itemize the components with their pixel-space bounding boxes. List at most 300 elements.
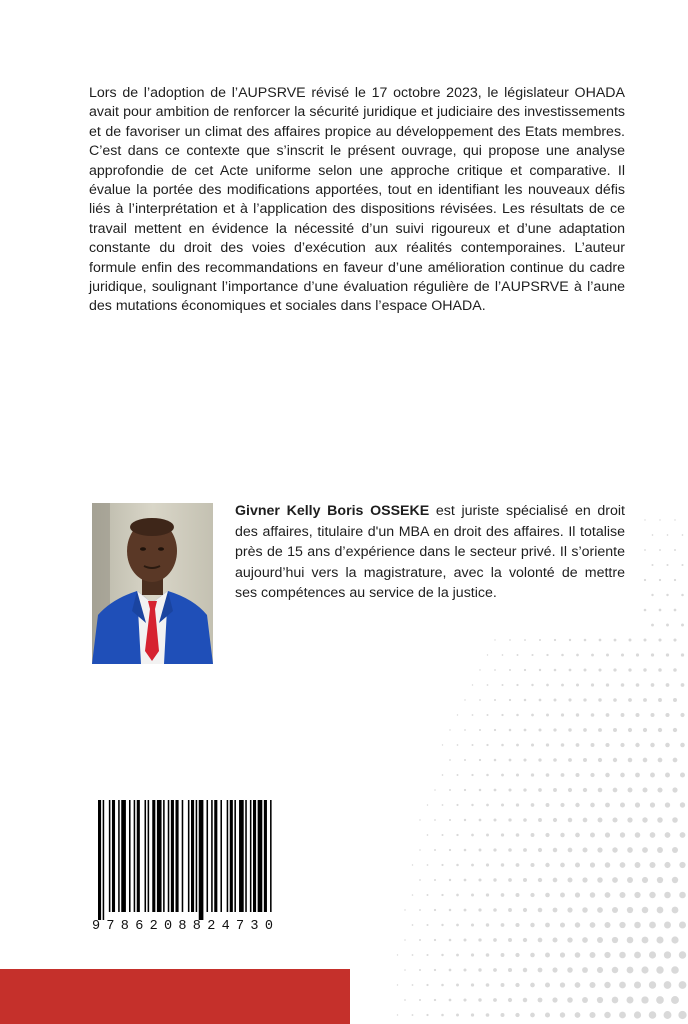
halftone-dot bbox=[606, 654, 609, 657]
halftone-dot bbox=[441, 954, 443, 956]
halftone-dot bbox=[516, 684, 518, 686]
halftone-dot bbox=[515, 953, 519, 957]
halftone-dot bbox=[419, 939, 421, 941]
halftone-dot bbox=[665, 832, 671, 838]
halftone-dot bbox=[674, 579, 676, 581]
halftone-dot bbox=[642, 847, 648, 853]
halftone-dot bbox=[636, 713, 640, 717]
halftone-dot bbox=[479, 729, 481, 731]
halftone-dot bbox=[590, 803, 595, 808]
halftone-dot bbox=[598, 728, 602, 732]
halftone-dot bbox=[502, 684, 504, 686]
halftone-dot bbox=[561, 773, 565, 777]
halftone-dot bbox=[634, 981, 641, 988]
halftone-dot bbox=[494, 729, 496, 731]
halftone-dot bbox=[487, 684, 489, 686]
halftone-dot bbox=[464, 939, 467, 942]
halftone-dot bbox=[634, 892, 640, 898]
halftone-dot bbox=[560, 982, 565, 987]
halftone-dot bbox=[531, 714, 534, 717]
halftone-dot bbox=[589, 1012, 595, 1018]
halftone-dot bbox=[561, 713, 564, 716]
halftone-dot bbox=[679, 892, 686, 899]
barcode-bar bbox=[118, 800, 120, 912]
halftone-dot bbox=[583, 698, 586, 701]
halftone-dot bbox=[493, 908, 497, 912]
halftone-dot bbox=[516, 714, 519, 717]
halftone-dot bbox=[442, 774, 444, 776]
halftone-dot bbox=[524, 669, 526, 671]
isbn-barcode bbox=[90, 792, 316, 940]
halftone-dot bbox=[674, 549, 676, 551]
halftone-dot bbox=[538, 968, 543, 973]
halftone-dot bbox=[471, 953, 474, 956]
halftone-dot bbox=[464, 729, 466, 731]
halftone-dot bbox=[538, 998, 543, 1003]
halftone-dot bbox=[620, 743, 624, 747]
halftone-dot bbox=[486, 983, 490, 987]
halftone-dot bbox=[471, 834, 474, 837]
halftone-dot bbox=[426, 984, 428, 986]
halftone-dot bbox=[546, 743, 549, 746]
halftone-dot bbox=[628, 698, 632, 702]
halftone-dot bbox=[508, 818, 511, 821]
halftone-dot bbox=[449, 999, 452, 1002]
halftone-dot bbox=[434, 999, 436, 1001]
barcode-bar bbox=[191, 800, 194, 912]
halftone-dot bbox=[412, 954, 414, 956]
halftone-dot bbox=[597, 877, 603, 883]
halftone-dot bbox=[508, 848, 512, 852]
halftone-dot bbox=[486, 1013, 490, 1017]
halftone-dot bbox=[554, 699, 557, 702]
halftone-dot bbox=[456, 834, 458, 836]
halftone-dot bbox=[642, 937, 649, 944]
halftone-dot bbox=[583, 728, 587, 732]
halftone-dot bbox=[635, 802, 640, 807]
barcode-bar bbox=[137, 800, 140, 912]
halftone-dot bbox=[681, 624, 684, 627]
halftone-dot bbox=[501, 774, 504, 777]
halftone-dot bbox=[642, 817, 647, 822]
halftone-dot bbox=[404, 939, 406, 941]
author-portrait-icon bbox=[92, 503, 213, 664]
halftone-dot bbox=[619, 922, 625, 928]
halftone-dot bbox=[604, 982, 610, 988]
halftone-dot bbox=[478, 908, 481, 911]
halftone-dot bbox=[575, 833, 580, 838]
halftone-dot bbox=[441, 894, 443, 896]
halftone-dot bbox=[463, 968, 466, 971]
halftone-dot bbox=[545, 953, 550, 958]
halftone-dot bbox=[620, 773, 625, 778]
halftone-dot bbox=[666, 683, 670, 687]
halftone-dot bbox=[659, 549, 661, 551]
halftone-dot bbox=[479, 759, 481, 761]
halftone-dot bbox=[516, 863, 520, 867]
halftone-dot bbox=[642, 877, 648, 883]
halftone-dot bbox=[538, 938, 543, 943]
halftone-dot bbox=[667, 534, 669, 536]
author-bio-text: est juriste spécialisé en droit des affaires, titulaire d'un MBA en droit des affaires. Il totalise près de 15 ans d’expérience dans le secteur privé. Il s’oriente aujourd’hui vers la magistrature, avec la volonté de mettre ses compétences au service de la justice. bbox=[235, 503, 625, 601]
halftone-dot bbox=[636, 653, 639, 656]
halftone-dot bbox=[531, 743, 534, 746]
barcode-bar bbox=[134, 800, 136, 912]
halftone-dot bbox=[471, 1013, 474, 1016]
halftone-dot bbox=[681, 683, 685, 687]
halftone-dot bbox=[552, 997, 557, 1002]
halftone-dot bbox=[672, 847, 678, 853]
halftone-dot bbox=[627, 877, 633, 883]
halftone-dot bbox=[629, 639, 632, 642]
halftone-dot bbox=[575, 892, 580, 897]
halftone-dot bbox=[501, 714, 503, 716]
halftone-dot bbox=[471, 804, 473, 806]
halftone-dot bbox=[419, 999, 421, 1001]
halftone-dot bbox=[590, 892, 596, 898]
halftone-dot bbox=[644, 549, 646, 551]
halftone-dot bbox=[657, 877, 663, 883]
halftone-dot bbox=[530, 953, 535, 958]
barcode-bar bbox=[182, 800, 184, 912]
halftone-dot bbox=[501, 833, 504, 836]
halftone-dot bbox=[538, 728, 541, 731]
halftone-dot bbox=[515, 983, 519, 987]
halftone-dot bbox=[545, 893, 550, 898]
halftone-dot bbox=[494, 639, 495, 640]
halftone-dot bbox=[671, 966, 679, 974]
halftone-dot bbox=[606, 713, 610, 717]
halftone-dot bbox=[441, 864, 443, 866]
halftone-dot bbox=[613, 668, 616, 671]
halftone-dot bbox=[560, 833, 564, 837]
halftone-dot bbox=[664, 892, 671, 899]
halftone-dot bbox=[682, 534, 684, 536]
halftone-dot bbox=[486, 714, 488, 716]
halftone-dot bbox=[419, 969, 421, 971]
halftone-dot bbox=[509, 699, 511, 701]
halftone-dot bbox=[658, 638, 661, 641]
halftone-dot bbox=[659, 609, 662, 612]
halftone-dot bbox=[464, 909, 467, 912]
halftone-dot bbox=[641, 966, 648, 973]
halftone-dot bbox=[598, 668, 601, 671]
halftone-dot bbox=[508, 938, 512, 942]
halftone-dot bbox=[502, 654, 504, 656]
halftone-dot bbox=[449, 849, 451, 851]
halftone-dot bbox=[666, 624, 669, 627]
halftone-dot bbox=[634, 1011, 641, 1018]
halftone-dot bbox=[680, 743, 685, 748]
halftone-dot bbox=[552, 967, 557, 972]
halftone-dot bbox=[441, 1014, 444, 1017]
halftone-dot bbox=[650, 773, 655, 778]
halftone-dot bbox=[605, 773, 609, 777]
halftone-dot bbox=[434, 789, 436, 791]
halftone-dot bbox=[643, 638, 646, 641]
halftone-dot bbox=[672, 817, 678, 823]
halftone-dot bbox=[442, 744, 443, 745]
halftone-dot bbox=[666, 653, 669, 656]
halftone-dot bbox=[591, 713, 595, 717]
halftone-dot bbox=[597, 967, 603, 973]
halftone-dot bbox=[441, 924, 443, 926]
halftone-dot bbox=[575, 803, 579, 807]
halftone-dot bbox=[619, 892, 625, 898]
halftone-dot bbox=[604, 922, 610, 928]
halftone-dot bbox=[441, 984, 444, 987]
barcode-bar bbox=[227, 800, 229, 912]
halftone-dot bbox=[434, 819, 436, 821]
barcode-bar bbox=[148, 800, 150, 912]
halftone-dot bbox=[597, 847, 602, 852]
halftone-dot bbox=[664, 1011, 672, 1019]
halftone-dot bbox=[583, 848, 588, 853]
halftone-dot bbox=[590, 833, 595, 838]
halftone-dot bbox=[627, 937, 634, 944]
halftone-dot bbox=[656, 936, 663, 943]
halftone-dot bbox=[538, 878, 542, 882]
halftone-dot bbox=[553, 848, 557, 852]
halftone-dot bbox=[673, 638, 676, 641]
halftone-dot bbox=[464, 879, 467, 882]
halftone-dot bbox=[479, 819, 482, 822]
halftone-dot bbox=[516, 773, 519, 776]
halftone-dot bbox=[553, 878, 558, 883]
halftone-dot bbox=[658, 698, 662, 702]
halftone-dot bbox=[434, 909, 436, 911]
halftone-dot bbox=[530, 893, 534, 897]
halftone-dot bbox=[635, 832, 641, 838]
halftone-dot bbox=[635, 773, 640, 778]
halftone-dot bbox=[531, 773, 534, 776]
accent-footer-bar bbox=[0, 969, 350, 1024]
halftone-dot bbox=[576, 743, 580, 747]
halftone-dot bbox=[658, 728, 662, 732]
halftone-dot bbox=[664, 981, 672, 989]
halftone-dot bbox=[590, 773, 594, 777]
barcode-bar bbox=[239, 800, 244, 912]
halftone-dot bbox=[644, 579, 646, 581]
halftone-dot bbox=[427, 834, 429, 836]
halftone-dot bbox=[523, 818, 527, 822]
halftone-dot bbox=[501, 1013, 505, 1017]
halftone-dot bbox=[545, 923, 550, 928]
halftone-dot bbox=[657, 847, 663, 853]
halftone-dot bbox=[644, 519, 645, 520]
halftone-dot bbox=[545, 982, 550, 987]
halftone-dot bbox=[597, 937, 603, 943]
halftone-dot bbox=[612, 847, 617, 852]
halftone-dot bbox=[493, 998, 497, 1002]
barcode-bar bbox=[264, 800, 267, 912]
barcode-bar bbox=[211, 800, 213, 912]
halftone-dot bbox=[539, 669, 541, 671]
halftone-dot bbox=[494, 669, 496, 671]
halftone-dot bbox=[530, 983, 535, 988]
halftone-dot bbox=[680, 773, 685, 778]
barcode-bar bbox=[129, 800, 131, 912]
halftone-dot bbox=[672, 907, 679, 914]
halftone-dot bbox=[449, 939, 452, 942]
halftone-dot bbox=[568, 698, 571, 701]
halftone-dot bbox=[591, 683, 594, 686]
halftone-dot bbox=[523, 848, 527, 852]
halftone-dot bbox=[681, 564, 683, 566]
halftone-dot bbox=[584, 669, 587, 672]
halftone-dot bbox=[681, 653, 684, 656]
halftone-dot bbox=[605, 892, 611, 898]
halftone-dot bbox=[591, 743, 595, 747]
halftone-dot bbox=[598, 698, 601, 701]
halftone-dot bbox=[538, 908, 543, 913]
halftone-dot bbox=[501, 744, 504, 747]
halftone-dot bbox=[649, 981, 656, 988]
barcode-bar bbox=[98, 800, 101, 920]
halftone-dot bbox=[478, 968, 481, 971]
halftone-dot bbox=[568, 728, 571, 731]
halftone-dot bbox=[472, 684, 473, 685]
halftone-dot bbox=[679, 951, 686, 958]
barcode-bar bbox=[145, 800, 147, 912]
halftone-dot bbox=[584, 639, 587, 642]
halftone-dot bbox=[449, 969, 452, 972]
halftone-dot bbox=[397, 954, 398, 955]
halftone-dot bbox=[582, 907, 588, 913]
halftone-dot bbox=[569, 669, 572, 672]
halftone-dot bbox=[479, 849, 482, 852]
halftone-dot bbox=[515, 1013, 519, 1017]
halftone-dot bbox=[679, 981, 687, 989]
halftone-dot bbox=[531, 654, 533, 656]
halftone-dot bbox=[598, 788, 603, 793]
halftone-dot bbox=[619, 1012, 626, 1019]
halftone-dot bbox=[679, 921, 686, 928]
halftone-dot bbox=[456, 864, 459, 867]
halftone-dot bbox=[665, 773, 670, 778]
halftone-dot bbox=[494, 699, 496, 701]
halftone-dot bbox=[680, 802, 685, 807]
halftone-dot bbox=[567, 967, 573, 973]
halftone-dot bbox=[553, 788, 557, 792]
halftone-dot bbox=[666, 564, 668, 566]
halftone-dot bbox=[627, 997, 634, 1004]
halftone-dot bbox=[464, 819, 466, 821]
halftone-dot bbox=[553, 758, 557, 762]
barcode-bar bbox=[207, 800, 209, 912]
halftone-dot bbox=[456, 984, 459, 987]
halftone-dot bbox=[456, 1014, 459, 1017]
halftone-dot bbox=[404, 909, 405, 910]
halftone-dot bbox=[657, 787, 662, 792]
halftone-dot bbox=[486, 893, 489, 896]
halftone-dot bbox=[509, 669, 511, 671]
halftone-dot bbox=[680, 713, 684, 717]
halftone-dot bbox=[582, 967, 588, 973]
barcode-bar bbox=[121, 800, 126, 912]
halftone-dot bbox=[546, 684, 549, 687]
halftone-dot bbox=[523, 998, 528, 1003]
halftone-dot bbox=[678, 1011, 686, 1019]
halftone-dot bbox=[442, 834, 444, 836]
barcode-bars bbox=[90, 792, 316, 922]
halftone-dot bbox=[671, 996, 679, 1004]
halftone-dot bbox=[672, 787, 677, 792]
halftone-dot bbox=[620, 862, 626, 868]
halftone-dot bbox=[575, 773, 579, 777]
barcode-bar bbox=[230, 800, 233, 912]
author-name: Givner Kelly Boris OSSEKE bbox=[235, 503, 430, 519]
halftone-dot bbox=[509, 729, 512, 732]
halftone-dot bbox=[597, 997, 603, 1003]
halftone-dot bbox=[486, 923, 489, 926]
halftone-dot bbox=[426, 924, 428, 926]
halftone-dot bbox=[656, 966, 663, 973]
halftone-dot bbox=[486, 804, 489, 807]
barcode-bar bbox=[270, 800, 272, 912]
halftone-dot bbox=[658, 758, 663, 763]
halftone-dot bbox=[472, 744, 474, 746]
halftone-dot bbox=[680, 832, 686, 838]
halftone-dot bbox=[457, 774, 459, 776]
halftone-dot bbox=[554, 639, 556, 641]
halftone-dot bbox=[627, 817, 632, 822]
halftone-dot bbox=[501, 803, 504, 806]
halftone-dot bbox=[457, 714, 458, 715]
halftone-dot bbox=[464, 789, 466, 791]
halftone-dot bbox=[575, 982, 581, 988]
halftone-dot bbox=[613, 788, 618, 793]
halftone-dot bbox=[523, 758, 526, 761]
halftone-dot bbox=[582, 937, 588, 943]
halftone-dot bbox=[449, 819, 451, 821]
halftone-dot bbox=[508, 998, 512, 1002]
halftone-dot bbox=[493, 848, 496, 851]
halftone-dot bbox=[486, 834, 489, 837]
halftone-dot bbox=[404, 999, 406, 1001]
halftone-dot bbox=[493, 878, 496, 881]
barcode-bar bbox=[199, 800, 204, 920]
halftone-dot bbox=[486, 744, 488, 746]
halftone-dot bbox=[568, 878, 573, 883]
halftone-dot bbox=[464, 849, 467, 852]
halftone-dot bbox=[501, 893, 505, 897]
halftone-dot bbox=[636, 683, 640, 687]
halftone-dot bbox=[627, 967, 634, 974]
halftone-dot bbox=[575, 863, 580, 868]
halftone-dot bbox=[650, 802, 655, 807]
halftone-dot bbox=[649, 922, 656, 929]
halftone-dot bbox=[449, 879, 451, 881]
halftone-dot bbox=[681, 594, 684, 597]
halftone-dot bbox=[412, 894, 414, 896]
halftone-dot bbox=[568, 848, 573, 853]
halftone-dot bbox=[575, 952, 581, 958]
halftone-dot bbox=[472, 714, 474, 716]
halftone-dot bbox=[591, 654, 594, 657]
halftone-dot bbox=[673, 698, 677, 702]
halftone-dot bbox=[546, 773, 550, 777]
halftone-dot bbox=[560, 922, 565, 927]
halftone-dot bbox=[553, 728, 556, 731]
halftone-dot bbox=[561, 654, 564, 657]
halftone-dot bbox=[434, 879, 436, 881]
halftone-dot bbox=[583, 758, 587, 762]
halftone-dot bbox=[643, 758, 648, 763]
halftone-dot bbox=[674, 609, 677, 612]
author-bio bbox=[235, 501, 625, 604]
halftone-dot bbox=[508, 908, 512, 912]
